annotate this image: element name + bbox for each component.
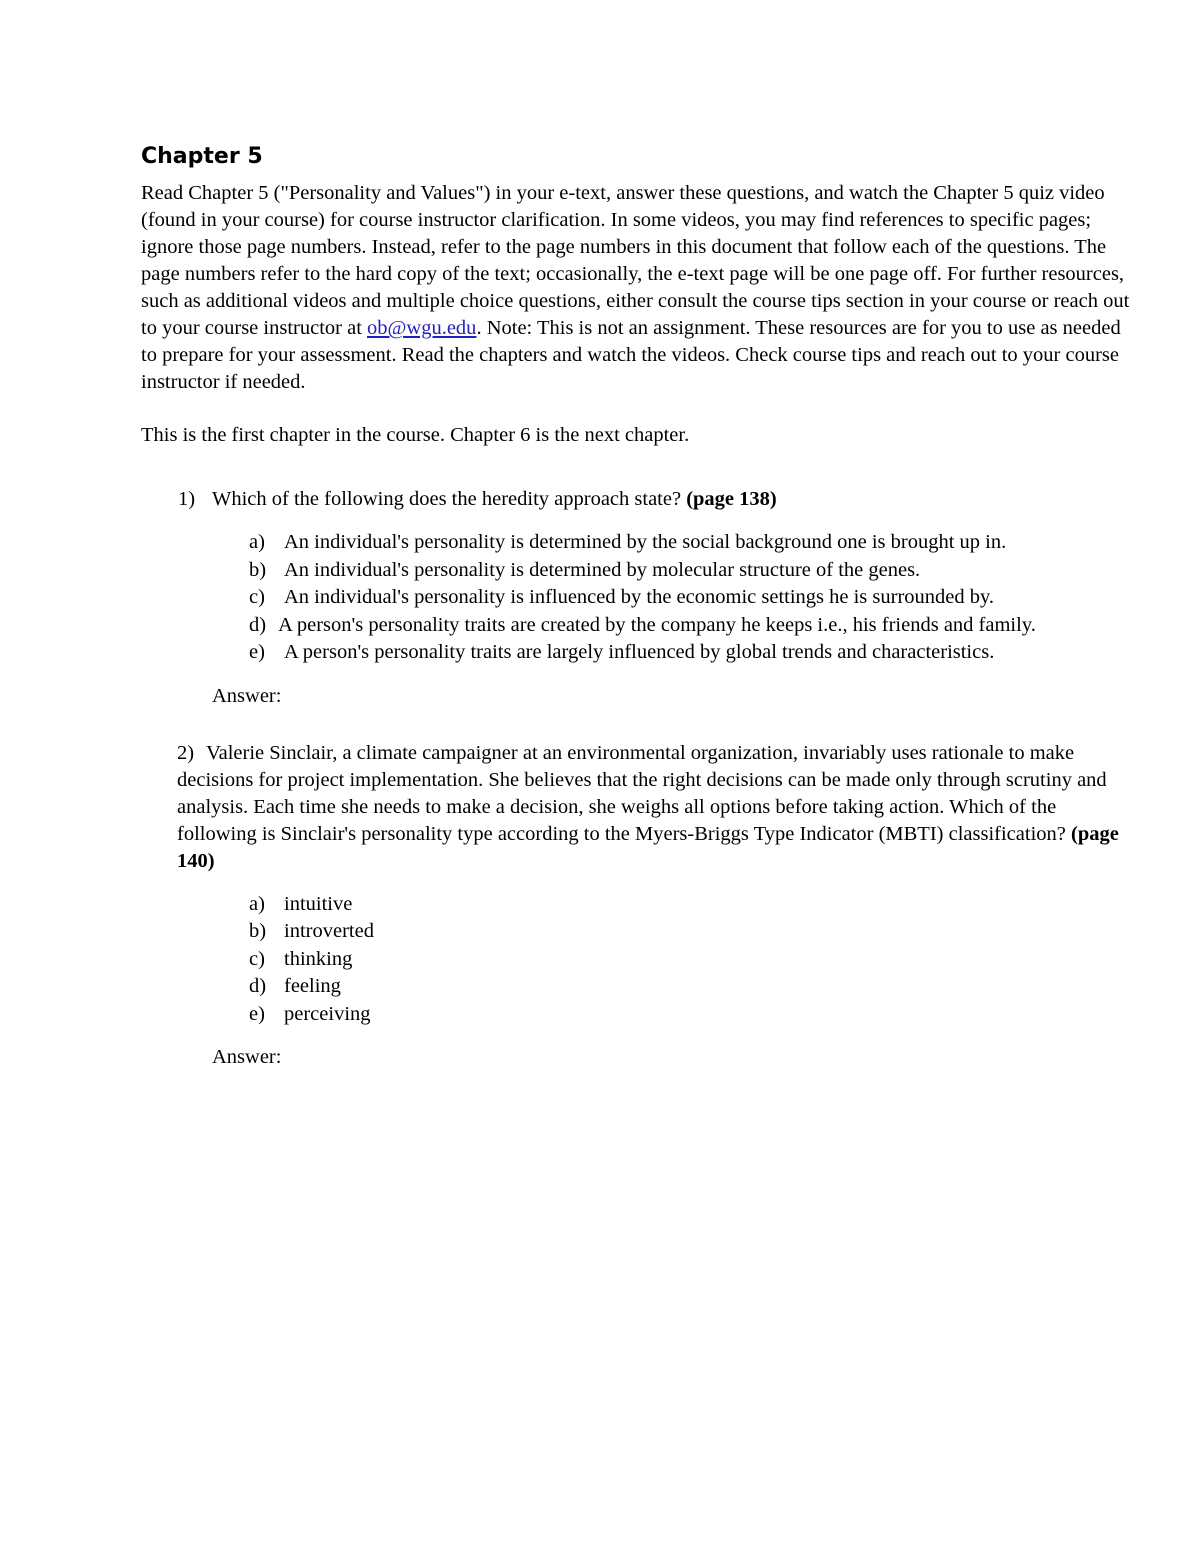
option-text: A person's personality traits are largely influenced by global trends and characteristics.: [284, 641, 995, 663]
option-a: [249, 529, 1131, 557]
option-e: [249, 639, 1131, 667]
option-d: [249, 973, 1131, 1001]
option-text: feeling: [284, 975, 341, 997]
option-text: An individual's personality is influenced by the economic settings he is surrounded by.: [284, 586, 995, 608]
option-letter: a): [249, 531, 265, 553]
instructor-email-link[interactable]: ob@wgu.edu: [367, 317, 477, 339]
option-letter: b): [249, 920, 267, 942]
option-text: An individual's personality is determined by molecular structure of the genes.: [284, 558, 921, 581]
page-reference: (page 138): [686, 488, 777, 510]
intro-text-start: Read Chapter 5 ("Personality and Values") in your e-text, answer these questions, and watch the Chapter 5 quiz video (found in your course) for course instructor clarification. In some videos, you may find references to specific pages; ignore those page numbers. Instead, refer to the page numbers in this document that follow each of the questions. The page numbers refer to the hard copy of the text; occasionally, the e-text page will be one page off. For further resources, such as additional videos and multiple choice questions, either consult the course tips section in your course or reach out to your course instructor at: [141, 182, 1130, 339]
option-letter: d): [249, 613, 267, 636]
question-text: Which of the following does the heredity approach state?: [212, 488, 687, 510]
option-text: perceiving: [284, 1002, 371, 1025]
page-reference: (page 140): [177, 822, 1119, 872]
option-b: [249, 918, 1131, 946]
question-number: 1): [178, 488, 196, 510]
option-letter: a): [249, 892, 265, 915]
option-letter: b): [249, 558, 267, 581]
option-letter: e): [249, 641, 265, 663]
question-number: 2): [177, 741, 195, 764]
option-letter: c): [249, 947, 265, 970]
question-2: [141, 740, 1131, 875]
option-c: [249, 946, 1131, 974]
question-1-options: [141, 529, 1131, 667]
course-order-paragraph: This is the first chapter in the course. Chapter 6 is the next chapter.: [141, 424, 690, 446]
option-letter: e): [249, 1002, 265, 1025]
option-a: [249, 891, 1131, 919]
intro-paragraph: [141, 180, 1131, 396]
answer-label: Answer:: [212, 684, 282, 707]
answer-label: Answer:: [212, 1046, 282, 1068]
option-d: [249, 612, 1131, 640]
option-b: [249, 557, 1131, 585]
option-e: [249, 1001, 1131, 1029]
intro-text-end: . Note: This is not an assignment. These resources are for you to use as needed to prepare for your assessment. Read the chapters and watch the videos. Check course tips and reach out to your course instructor if needed.: [141, 317, 1121, 393]
option-text: A person's personality traits are created by the company he keeps i.e., his friends and family.: [278, 613, 1036, 636]
document-page: [141, 138, 1131, 1071]
option-letter: c): [249, 586, 265, 608]
option-text: An individual's personality is determined by the social background one is brought up in.: [284, 531, 1007, 553]
option-text: intuitive: [284, 892, 353, 915]
question-text: Valerie Sinclair, a climate campaigner at an environmental organization, invariably uses rationale to make decisions for project implementation. She believes that the right decisions can be made only through scrutiny and analysis. Each time she needs to make a decision, she weighs all options before taking action. Which of the following is Sinclair's personality type according to the Myers-Briggs Type Indicator (MBTI) classification?: [177, 741, 1107, 845]
question-1: [141, 486, 1131, 513]
chapter-heading: Chapter 5: [141, 144, 263, 169]
option-letter: d): [249, 975, 267, 997]
question-2-options: [141, 891, 1131, 1029]
option-text: thinking: [284, 947, 353, 970]
option-text: introverted: [284, 920, 374, 942]
option-c: [249, 584, 1131, 612]
